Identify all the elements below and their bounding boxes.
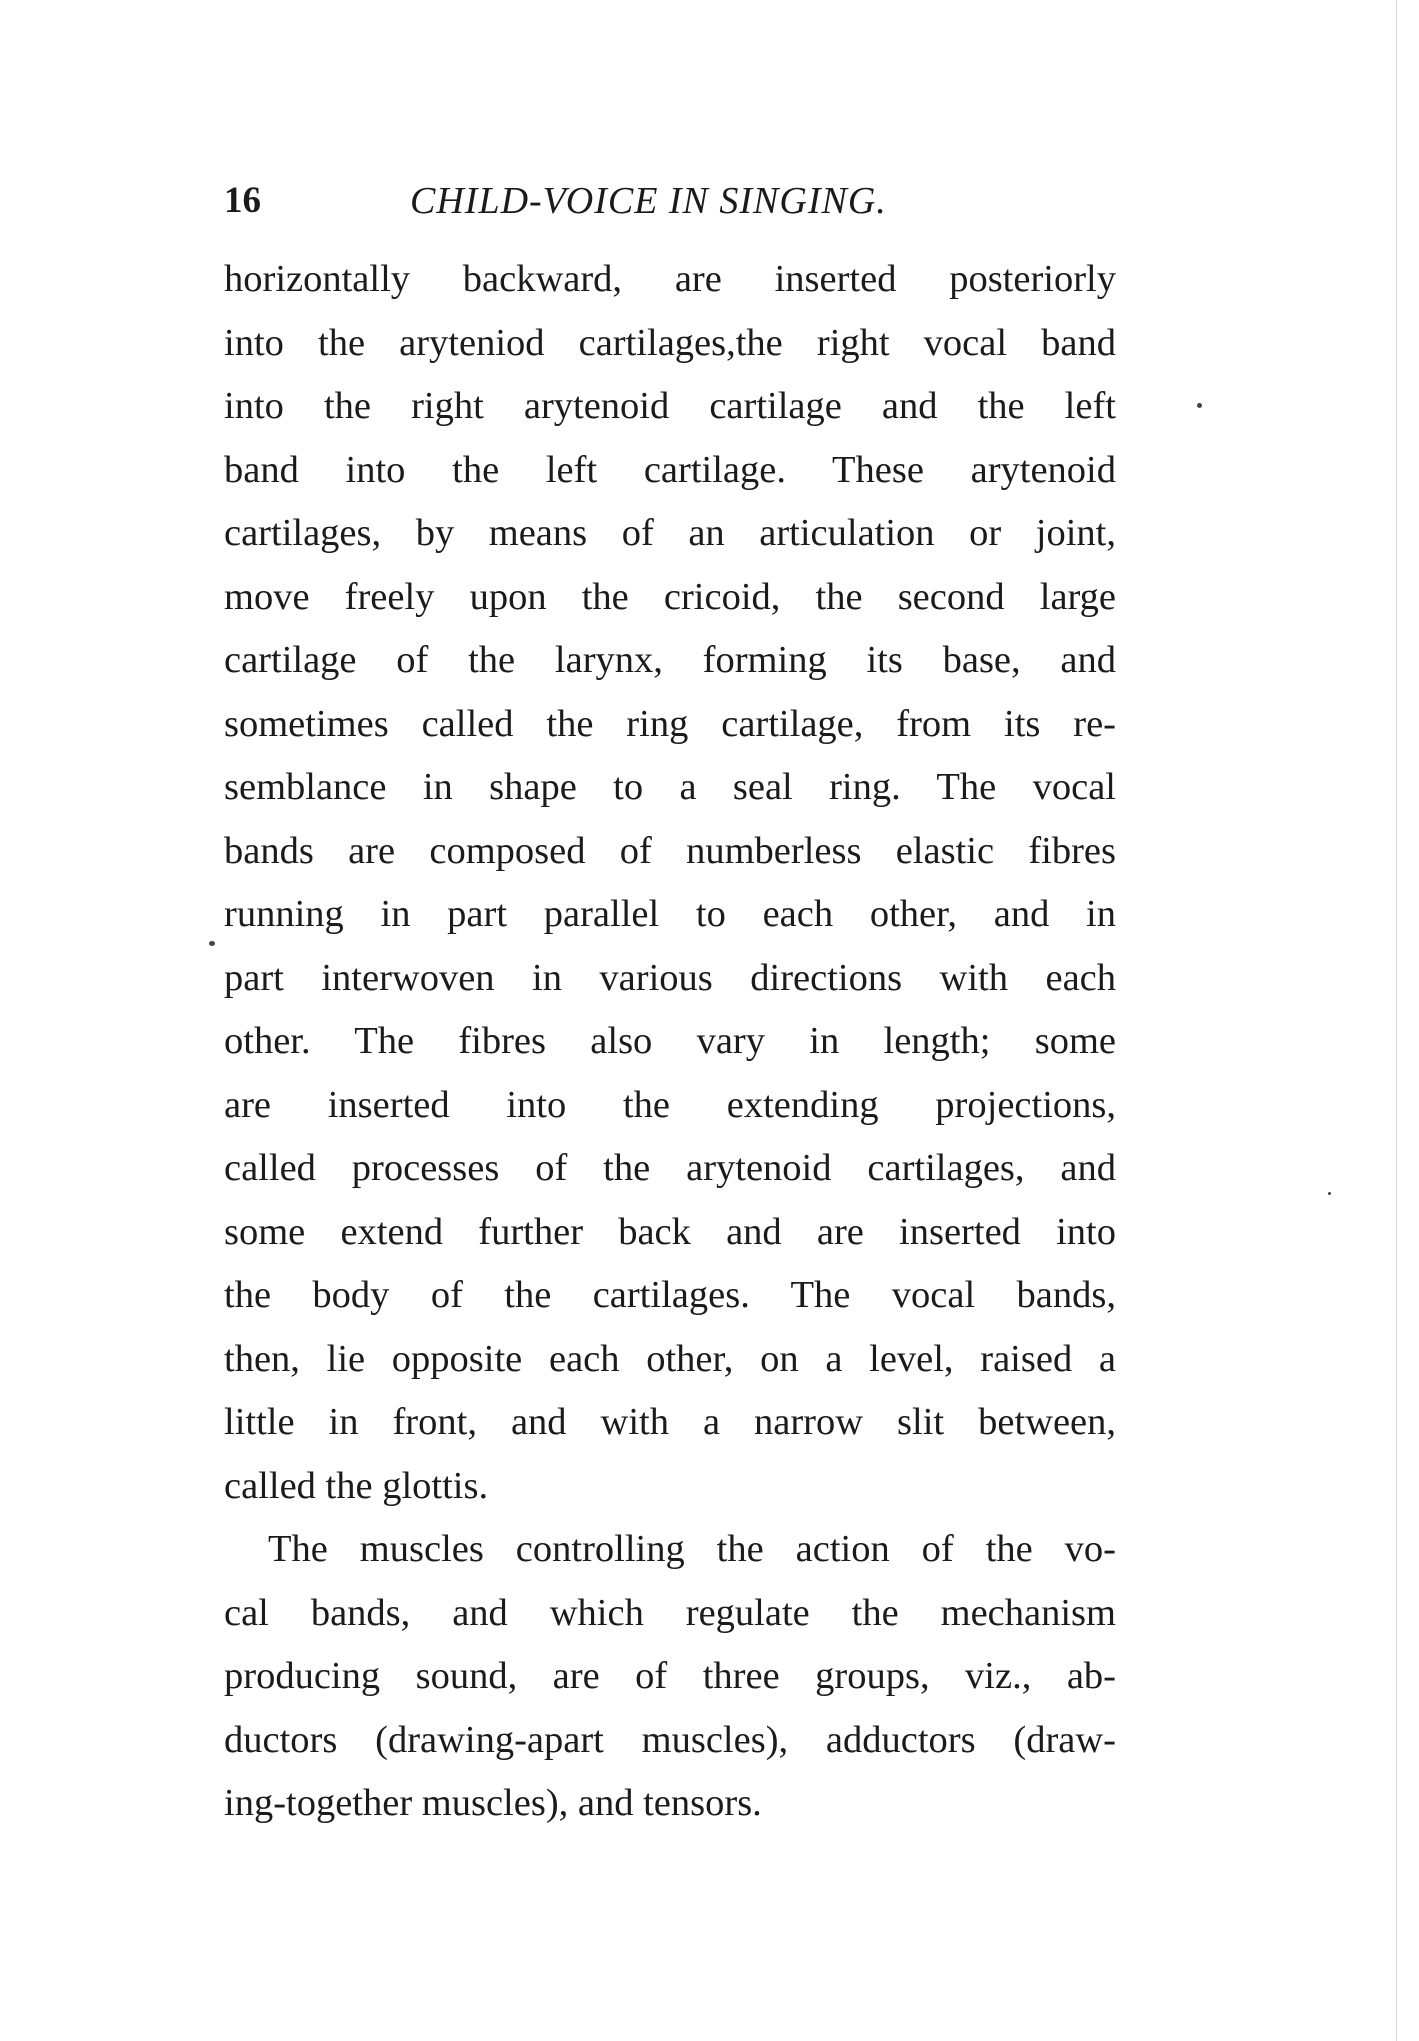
text-line: are inserted into the extending projections, [224, 1083, 1116, 1126]
text-line: part interwoven in various directions with each [224, 956, 1116, 999]
paragraph [224, 1518, 1116, 1836]
text-line: little in front, and with a narrow slit between, [224, 1401, 1116, 1443]
text-line: into the right arytenoid cartilage and the left [224, 385, 1116, 427]
text-line: The muscles controlling the action of the vo- [268, 1528, 1116, 1570]
running-head [224, 176, 1114, 226]
scan-speck [209, 941, 215, 946]
text-line: cartilage of the larynx, forming its base, and [224, 639, 1116, 681]
text-line: cartilages, by means of an articulation or joint, [224, 512, 1116, 554]
text-line: move freely upon the cricoid, the second large [224, 575, 1116, 618]
text-line: cal bands, and which regulate the mechanism [224, 1591, 1116, 1634]
text-line: sometimes called the ring cartilage, from its re- [224, 702, 1116, 745]
paragraph [224, 248, 1116, 1518]
scan-speck [1328, 1192, 1331, 1195]
text-line: bands are composed of numberless elastic fibres [224, 829, 1116, 872]
text-line: called processes of the arytenoid cartilages, and [224, 1147, 1116, 1189]
body-text [224, 248, 1116, 1836]
page-number: 16 [224, 180, 261, 221]
text-line: called the glottis. [224, 1464, 489, 1507]
running-title: CHILD-VOICE IN SINGING. [410, 180, 887, 222]
scan-edge-line [1396, 0, 1397, 2041]
text-line: band into the left cartilage. These arytenoid [224, 448, 1116, 491]
text-line: some extend further back and are inserted into [224, 1210, 1116, 1253]
text-line: into the aryteniod cartilages,the right vocal band [224, 321, 1116, 364]
text-line: other. The fibres also vary in length; some [224, 1020, 1116, 1062]
text-line: ing-together muscles), and tensors. [224, 1782, 762, 1824]
text-line: horizontally backward, are inserted posteriorly [224, 258, 1116, 300]
scan-speck [1197, 403, 1202, 408]
text-line: semblance in shape to a seal ring. The vocal [224, 766, 1116, 808]
text-line: then, lie opposite each other, on a level, raised a [224, 1337, 1116, 1380]
text-line: running in part parallel to each other, and in [224, 893, 1116, 935]
text-line: ductors (drawing-apart muscles), adductors (draw- [224, 1718, 1116, 1761]
text-line: producing sound, are of three groups, viz., ab- [224, 1655, 1116, 1697]
text-line: the body of the cartilages. The vocal bands, [224, 1274, 1116, 1316]
